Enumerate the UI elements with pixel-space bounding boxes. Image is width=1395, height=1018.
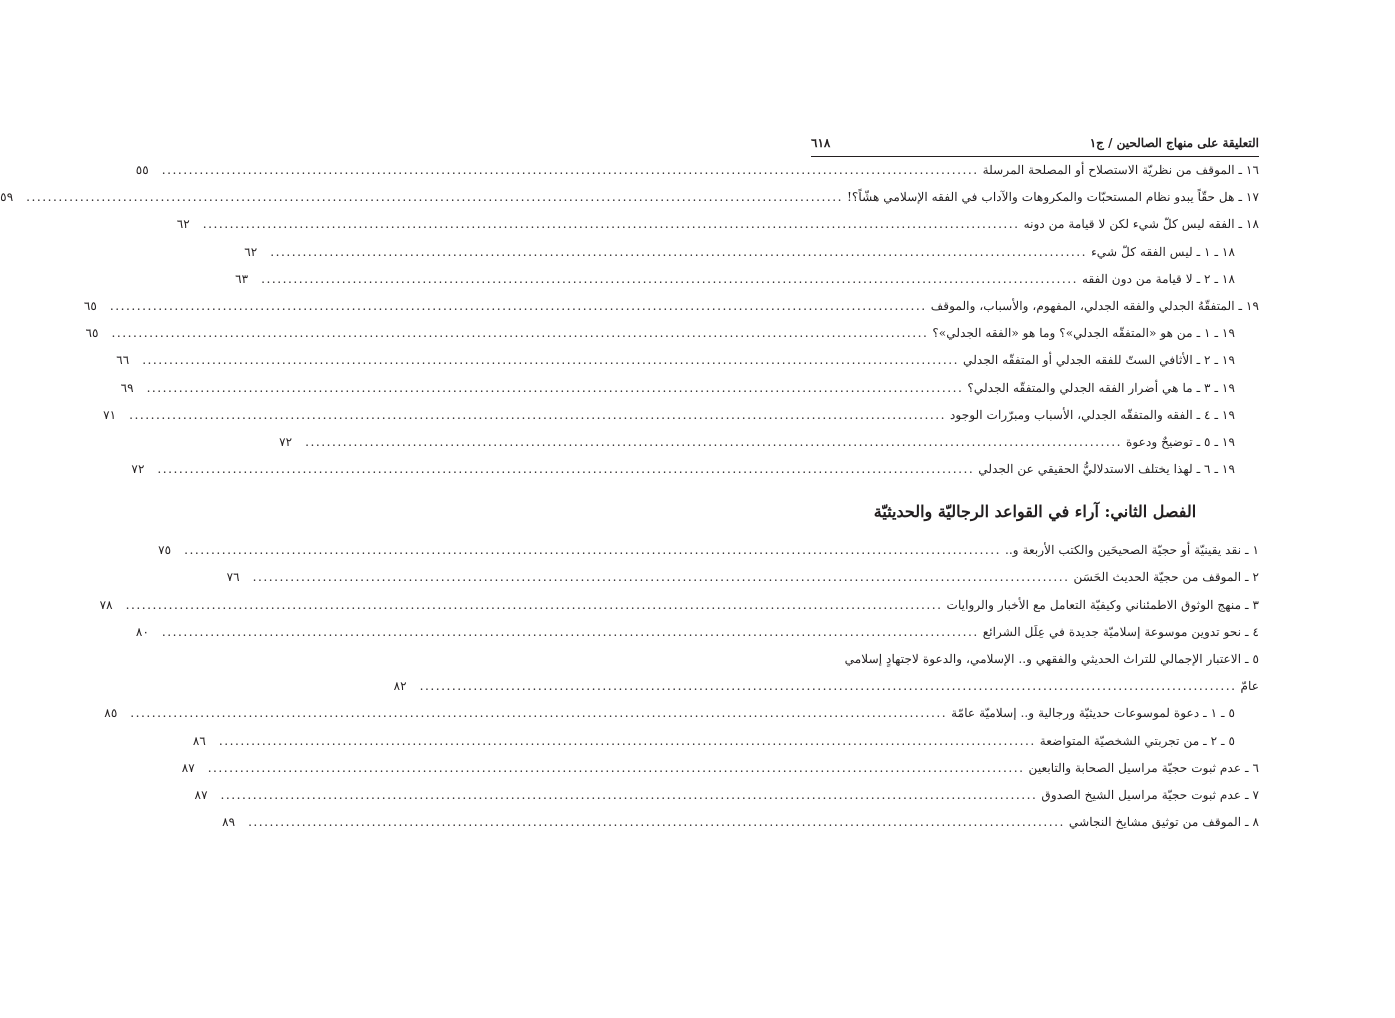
- toc-entry-text: عامّ: [1240, 679, 1259, 694]
- toc-entry-wrapped-line1: [811, 646, 1259, 673]
- toc-list-part2: [99, 537, 1259, 700]
- leader-dots: ........................................................................................................................................................: [111, 326, 929, 341]
- toc-subentry: [120, 375, 1259, 402]
- toc-entry: [222, 809, 1259, 836]
- toc-entry-text: ٤ ـ نحو تدوين موسوعة إسلاميّة جديدة في عِلَل الشرائع: [982, 624, 1259, 639]
- toc-entry-text: ٨ ـ الموقف من توثيق مشايخ النجاشي: [1068, 815, 1259, 830]
- toc-subentry: [104, 700, 1259, 727]
- chapter-title: الفصل الثاني: آراء في القواعد الرجاليّة والحديثيّة: [873, 502, 1197, 522]
- toc-entry: [176, 211, 1259, 238]
- toc-entry-page: ٧٦: [226, 570, 240, 585]
- toc-entry: [181, 755, 1259, 782]
- running-header: [811, 128, 1259, 157]
- toc-entry-page: ٦٢: [176, 217, 190, 232]
- leader-dots: ........................................................................................................................................................: [202, 217, 1020, 232]
- toc-entry-page: ٦٦: [116, 353, 130, 368]
- leader-dots: ........................................................................................................................................................: [252, 570, 1070, 585]
- toc-entry: [83, 293, 1259, 320]
- toc-entry-text: ١٩ ـ ١ ـ من هو «المتفقّه الجدلي»؟ وما هو «الفقه الجدلي»؟: [932, 326, 1235, 341]
- toc-entry-text: ١٦ ـ الموقف من نظريّة الاستصلاح أو المصلحة المرسلة: [982, 163, 1259, 177]
- leader-dots: ........................................................................................................................................................: [261, 271, 1078, 286]
- toc-entry: [158, 537, 1259, 564]
- leader-dots: ........................................................................................................................................................: [207, 760, 1025, 775]
- toc-list-part1: [0, 157, 1259, 483]
- toc-entry-page: ٨٧: [194, 787, 208, 802]
- toc-entry-page: ٦٩: [120, 380, 134, 395]
- toc-entry: [99, 592, 1259, 619]
- toc-subentry: [244, 239, 1259, 266]
- toc-entry-page: ٧٢: [131, 462, 145, 477]
- leader-dots: ........................................................................................................................................................: [305, 434, 1122, 449]
- toc-entry-page: ٦٥: [85, 326, 99, 341]
- toc-entry-wrapped-line2: [393, 673, 1259, 700]
- toc-entry: [226, 564, 1259, 591]
- toc-entry-page: ٧٥: [158, 543, 172, 558]
- toc-entry-text: ٧ ـ عدم ثبوت حجيّة مراسيل الشيخ الصدوق: [1041, 787, 1259, 802]
- toc-entry-page: ٦٢: [244, 244, 258, 259]
- toc-entry-text: ١٩ ـ المتفقّهُ الجدلي والفقه الجدلي، المفهوم، والأسباب، والموقف: [930, 298, 1259, 313]
- toc-entry: [135, 157, 1259, 184]
- leader-dots: ........................................................................................................................................................: [125, 597, 943, 612]
- toc-entry-page: ٧١: [103, 407, 117, 422]
- toc-entry-text: ١٩ ـ ٢ ـ الأثافي الستّ للفقه الجدلي أو المتفقّه الجدلي: [963, 353, 1235, 368]
- leader-dots: ........................................................................................................................................................: [220, 787, 1038, 802]
- toc-entry-text: ٥ ـ ١ ـ دعوة لموسوعات حديثيّة ورجالية و.. إسلاميّة عامّة: [951, 706, 1235, 721]
- toc-entry-page: ٨٢: [393, 679, 407, 694]
- toc-entry: [135, 619, 1259, 646]
- toc-subentry: [279, 429, 1259, 456]
- leader-dots: ........................................................................................................................................................: [129, 407, 946, 422]
- toc-entry-page: ٧٨: [99, 597, 113, 612]
- leader-dots: ........................................................................................................................................................: [161, 163, 979, 177]
- book-title: التعليقة على منهاج الصالحين / ج١: [1089, 136, 1259, 150]
- leader-dots: ........................................................................................................................................................: [270, 244, 1088, 259]
- toc-subentry: [192, 728, 1259, 755]
- leader-dots: ........................................................................................................................................................: [142, 353, 960, 368]
- toc-list-part3: [104, 700, 1259, 836]
- leader-dots: ........................................................................................................................................................: [184, 543, 1001, 558]
- toc-subentry: [116, 347, 1259, 374]
- toc-entry-text: ١٩ ـ ٦ ـ لهذا يختلف الاستدلاليُّ الحقيقي عن الجدلي: [978, 462, 1235, 477]
- toc-entry-text: ٢ ـ الموقف من حجيّة الحديث الحَسَن: [1073, 570, 1259, 585]
- toc-entry-text: ١٨ ـ ٢ ـ لا قيامة من دون الفقه: [1081, 271, 1235, 286]
- toc-entry-page: ٨٧: [181, 760, 195, 775]
- toc-subentry: [131, 456, 1259, 483]
- toc-entry-text: ٥ ـ الاعتبار الإجمالي للتراث الحديثي والفقهي و.. الإسلامي، والدعوة لاجتهادٍ إسلامي: [844, 652, 1259, 666]
- toc-entry-text: ١٩ ـ ٥ ـ توضيحٌ ودعوة: [1125, 434, 1235, 449]
- toc-subentry: [103, 402, 1259, 429]
- toc-entry-page: ٨٠: [135, 624, 149, 639]
- toc-subentry: [235, 266, 1259, 293]
- toc-entry-text: ١٨ ـ ١ ـ ليس الفقه كلّ شيء: [1091, 244, 1235, 259]
- toc-entry: [0, 184, 1259, 211]
- toc-entry-text: ١ ـ نقد يقينيّة أو حجيّة الصحيحَين والكتب الأربعة و..: [1004, 543, 1259, 558]
- toc-entry-page: ٦٥: [83, 298, 97, 313]
- toc-subentry: [85, 320, 1259, 347]
- toc-entry: [194, 782, 1259, 809]
- toc-entry-page: ٥٥: [135, 163, 149, 177]
- leader-dots: ........................................................................................................................................................: [130, 706, 948, 721]
- toc-entry-text: ٣ ـ منهج الوثوق الاطمئناني وكيفيّة التعامل مع الأخبار والروايات: [946, 597, 1259, 612]
- toc-entry-text: ١٩ ـ ٣ ـ ما هي أضرار الفقه الجدلي والمتفقّه الجدلي؟: [967, 380, 1235, 395]
- leader-dots: ........................................................................................................................................................: [146, 380, 964, 395]
- leader-dots: ........................................................................................................................................................: [419, 679, 1237, 694]
- toc-entry-page: ٥٩: [0, 190, 14, 205]
- page-number: ٦١٨: [811, 136, 831, 150]
- toc-entry-text: ٥ ـ ٢ ـ من تجربتي الشخصيّة المتواضعة: [1039, 733, 1235, 748]
- toc-entry-page: ٨٩: [222, 815, 236, 830]
- toc-entry-text: ٦ ـ عدم ثبوت حجيّة مراسيل الصحابة والتابعين: [1028, 760, 1259, 775]
- leader-dots: ........................................................................................................................................................: [26, 190, 844, 205]
- toc-entry-text: ١٨ ـ الفقه ليس كلّ شيء لكن لا قيامة من دونه: [1023, 217, 1259, 232]
- toc-entry-page: ٨٥: [104, 706, 118, 721]
- toc-entry-page: ٦٣: [235, 271, 249, 286]
- toc-entry-text: ١٧ ـ هل حقّاً يبدو نظام المستحبّات والمكروهات والآداب في الفقه الإسلامي هشّاً؟!: [847, 190, 1259, 205]
- toc-entry-text: ١٩ ـ ٤ ـ الفقه والمتفقّه الجدلي، الأسباب ومبرّرات الوجود: [950, 407, 1235, 422]
- leader-dots: ........................................................................................................................................................: [218, 733, 1036, 748]
- leader-dots: ........................................................................................................................................................: [161, 624, 979, 639]
- toc-entry-page: ٧٢: [279, 434, 293, 449]
- leader-dots: ........................................................................................................................................................: [248, 815, 1065, 830]
- toc-entry-page: ٨٦: [192, 733, 206, 748]
- page: [0, 128, 1259, 836]
- leader-dots: ........................................................................................................................................................: [109, 298, 927, 313]
- leader-dots: ........................................................................................................................................................: [157, 462, 975, 477]
